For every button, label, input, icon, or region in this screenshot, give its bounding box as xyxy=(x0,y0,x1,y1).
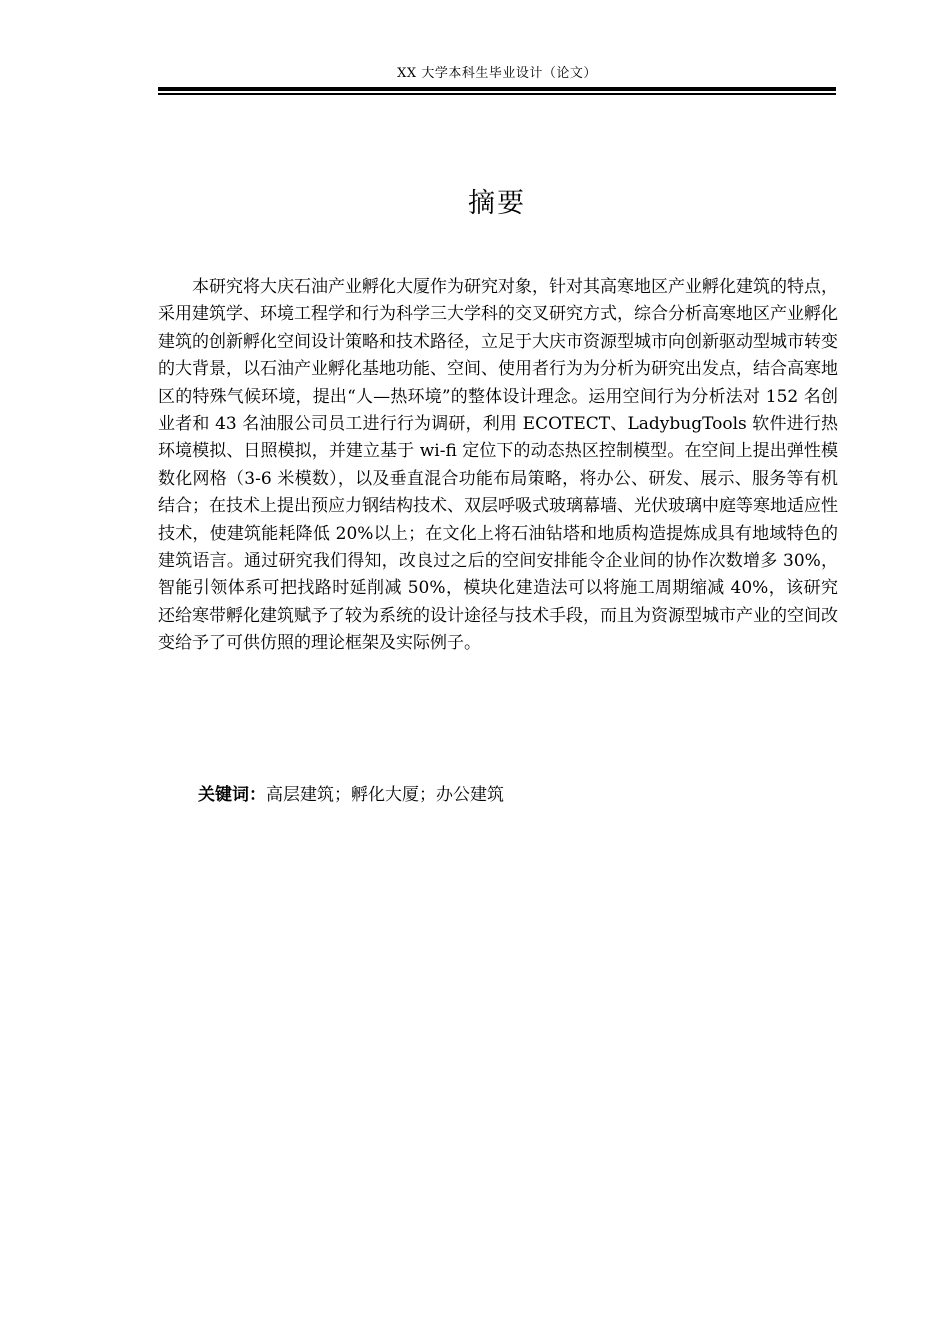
keywords-list: 高层建筑；孵化大厦；办公建筑 xyxy=(266,785,504,805)
abstract-body: 本研究将大庆石油产业孵化大厦作为研究对象，针对其高寒地区产业孵化建筑的特点，采用建筑学、环境工程学和行为科学三大学科的交叉研究方式，综合分析高寒地区产业孵化建筑的创新孵化空间设计策略和技术路径，立足于大庆市资源型城市向创新驱动型城市转变的大背景，以石油产业孵化基地功能、空间、使用者行为为分析为研究出发点，结合高寒地区的特殊气候环境，提出“人—热环境”的整体设计理念。运用空间行为分析法对 152 名创业者和 43 名油服公司员工进行行为调研，利用 ECOTECT、LadybugTools 软件进行热环境模拟、日照模拟，并建立基于 wi-fi 定位下的动态热区控制模型。在空间上提出弹性模数化网格（3-6 米模数），以及垂直混合功能布局策略，将办公、研发、展示、服务等有机结合；在技术上提出预应力钢结构技术、双层呼吸式玻璃幕墙、光伏玻璃中庭等寒地适应性技术，使建筑能耗降低 20%以上；在文化上将石油钻塔和地质构造提炼成具有地域特色的建筑语言。通过研究我们得知，改良过之后的空间安排能令企业间的协作次数增多 30%，智能引领体系可把找路时延削减 50%，模块化建造法可以将施工周期缩减 40%，该研究还给寒带孵化建筑赋予了较为系统的设计途径与技术手段，而且为资源型城市产业的空间改变给予了可供仿照的理论框架及实际例子。 xyxy=(158,277,838,654)
header-rule-thin xyxy=(158,93,836,95)
header-rule-thick xyxy=(158,87,836,91)
abstract-title: 摘要 xyxy=(468,188,526,219)
page-header: XX 大学本科生毕业设计（论文） xyxy=(397,66,597,81)
keywords-label: 关键词： xyxy=(198,785,266,805)
keywords-line xyxy=(198,782,838,809)
